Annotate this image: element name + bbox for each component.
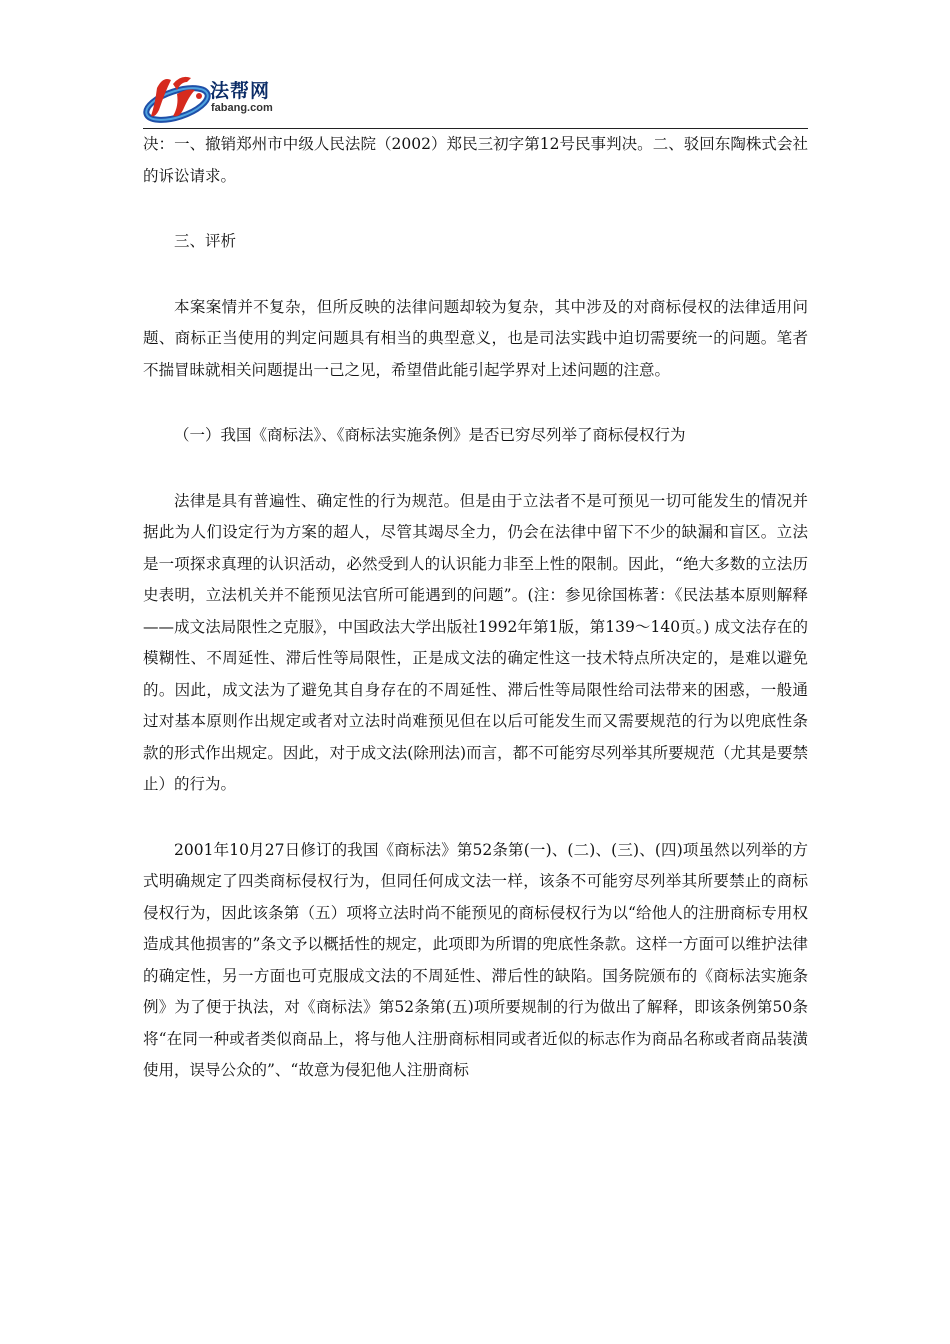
site-domain: fabang.com [211, 102, 273, 114]
paragraph-intro: 本案案情并不复杂，但所反映的法律问题却较为复杂，其中涉及的对商标侵权的法律适用问题、商标正当使用的判定问题具有相当的典型意义，也是司法实践中迫切需要统一的问题。笔者不揣冒昧就相关问题提出一己之见，希望借此能引起学界对上述问题的注意。 [143, 297, 808, 379]
page-header [143, 66, 808, 128]
paragraph-legislation-limits: 法律是具有普遍性、确定性的行为规范。但是由于立法者不是可预见一切可能发生的情况并据此为人们设定行为方案的超人，尽管其竭尽全力，仍会在法律中留下不少的缺漏和盲区。立法是一项探求真理的认识活动，必然受到人的认识能力非至上性的限制。因此，“绝大多数的立法历史表明，立法机关并不能预见法官所可能遇到的问题”。(注：参见徐国栋著：《民法基本原则解释——成文法局限性之克服》，中国政法大学出版社1992年第1版，第139～140页。) 成文法存在的模糊性、不周延性、滞后性等局限性，正是成文法的确定性这一技术特点所决定的，是难以避免的。因此，成文法为了避免其自身存在的不周延性、滞后性等局限性给司法带来的困惑，一般通过对基本原则作出规定或者对立法时尚难预见但在以后可能发生而又需要规范的行为以兜底性条款的形式作出规定。因此，对于成文法(除刑法)而言，都不可能穷尽列举其所要规范（尤其是要禁止）的行为。 [143, 491, 808, 793]
paragraph-trademark-law-article-52: 2001年10月27日修订的我国《商标法》第52条第(一)、(二)、(三)、(四)项虽然以列举的方式明确规定了四类商标侵权行为，但同任何成文法一样，该条不可能穷尽列举其所要禁止的商标侵权行为，因此该条第（五）项将立法时尚不能预见的商标侵权行为以“给他人的注册商标专用权造成其他损害的”条文予以概括性的规定，此项即为所谓的兜底性条款。这样一方面可以维护法律的确定性，另一方面也可克服成文法的不周延性、滞后性的缺陷。国务院颁布的《商标法实施条例》为了便于执法，对《商标法》第52条第(五)项所要规制的行为做出了解释，即该条例第50条将“在同一种或者类似商品上，将与他人注册商标相同或者近似的标志作为商品名称或者商品装潢使用，误导公众的”、“故意为侵犯他人注册商标 [143, 840, 808, 1079]
document-body [143, 129, 808, 1087]
subsection-heading-1: （一）我国《商标法》、《商标法实施条例》是否已穷尽列举了商标侵权行为 [174, 426, 686, 444]
site-name: 法帮网 [210, 80, 271, 102]
section-heading-analysis: 三、评析 [174, 232, 237, 250]
paragraph-judgment-end: 决：一、撤销郑州市中级人民法院（2002）郑民三初字第12号民事判决。二、驳回东陶株式会社的诉讼请求。 [143, 135, 808, 185]
